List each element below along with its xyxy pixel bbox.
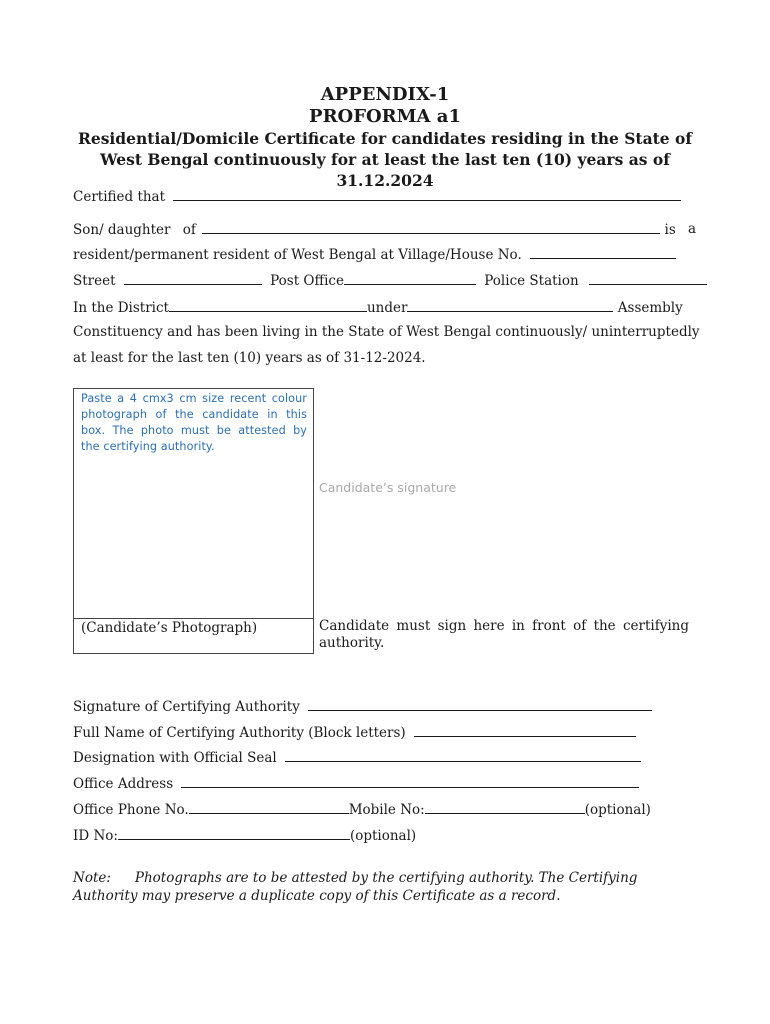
post-office-field[interactable] [344, 272, 476, 285]
street-field[interactable] [124, 272, 262, 285]
candidate-signature-field[interactable]: Candidate’s signature [319, 480, 457, 495]
id-label: ID No: [73, 828, 118, 844]
office-address-label: Office Address [73, 776, 174, 792]
office-address-row [73, 775, 639, 792]
designation-field[interactable] [285, 749, 641, 762]
address-row [73, 272, 707, 289]
of-label: of [182, 222, 196, 238]
police-station-label: Police Station [484, 273, 579, 289]
office-phone-label: Office Phone No. [73, 802, 189, 818]
street-label: Street [73, 273, 116, 289]
authority-name-label: Full Name of Certifying Authority (Block letters) [73, 725, 406, 741]
resident-label: resident/permanent resident of West Bengal at Village/House No. [73, 247, 522, 263]
photo-divider [74, 618, 313, 619]
note-text: Photographs are to be attested by the certifying authority. The Certifying Authority may preserve a duplicate copy of this Certificate as a record. [73, 870, 638, 904]
subtitle-line-3: 31.12.2024 [336, 171, 434, 190]
note-section [73, 869, 703, 905]
id-field[interactable] [118, 827, 350, 840]
son-daughter-row [73, 221, 676, 238]
candidate-name-field[interactable] [173, 188, 681, 201]
district-field[interactable] [169, 299, 367, 312]
photograph-box[interactable] [73, 388, 314, 654]
assembly-label: Assembly [617, 300, 683, 316]
mobile-label: Mobile No: [348, 802, 425, 818]
under-label: under [366, 300, 408, 316]
photo-instruction: Paste a 4 cmx3 cm size recent colour photograph of the candidate in this box. The photo must be attested by the certifying authority. [81, 392, 307, 453]
authority-signature-row [73, 698, 652, 715]
certified-that-row [73, 188, 681, 205]
resident-row [73, 246, 676, 263]
atleast-line: at least for the last ten (10) years as of 31-12-2024. [73, 350, 426, 366]
id-optional-label: (optional) [349, 828, 417, 844]
constituency-line: Constituency and has been living in the State of West Bengal continuously/ uninterruptedly [73, 324, 700, 340]
subtitle-line-1: Residential/Domicile Certificate for candidates residing in the State of [77, 129, 693, 148]
district-row [73, 299, 683, 316]
assembly-constituency-field[interactable] [407, 299, 613, 312]
a-label: a [688, 221, 697, 237]
authority-signature-field[interactable] [308, 698, 652, 711]
is-label: is [664, 222, 676, 238]
village-house-field[interactable] [530, 246, 676, 259]
authority-name-row [73, 724, 636, 741]
signature-note: Candidate must sign here in front of the certifying authority. [319, 618, 689, 651]
office-phone-field[interactable] [189, 801, 349, 814]
photo-caption: (Candidate’s Photograph) [81, 620, 258, 636]
mobile-field[interactable] [425, 801, 585, 814]
authority-name-field[interactable] [414, 724, 636, 737]
note-label: Note: [73, 870, 111, 886]
authority-signature-label: Signature of Certifying Authority [73, 699, 300, 715]
post-office-label: Post Office [270, 273, 344, 289]
designation-row [73, 749, 641, 766]
police-station-field[interactable] [589, 272, 707, 285]
son-daughter-label: Son/ daughter [73, 222, 171, 238]
mobile-optional-label: (optional) [584, 802, 651, 818]
phone-row [73, 801, 651, 818]
certified-that-label: Certified that [73, 189, 166, 205]
id-row [73, 827, 416, 844]
parent-name-field[interactable] [202, 221, 660, 234]
proforma-title: PROFORMA a1 [309, 106, 461, 127]
office-address-field[interactable] [181, 775, 639, 788]
district-label: In the District [73, 300, 169, 316]
subtitle-line-2: West Bengal continuously for at least the last ten (10) years as of [100, 150, 670, 169]
appendix-title: APPENDIX-1 [320, 84, 450, 105]
designation-label: Designation with Official Seal [73, 750, 277, 766]
